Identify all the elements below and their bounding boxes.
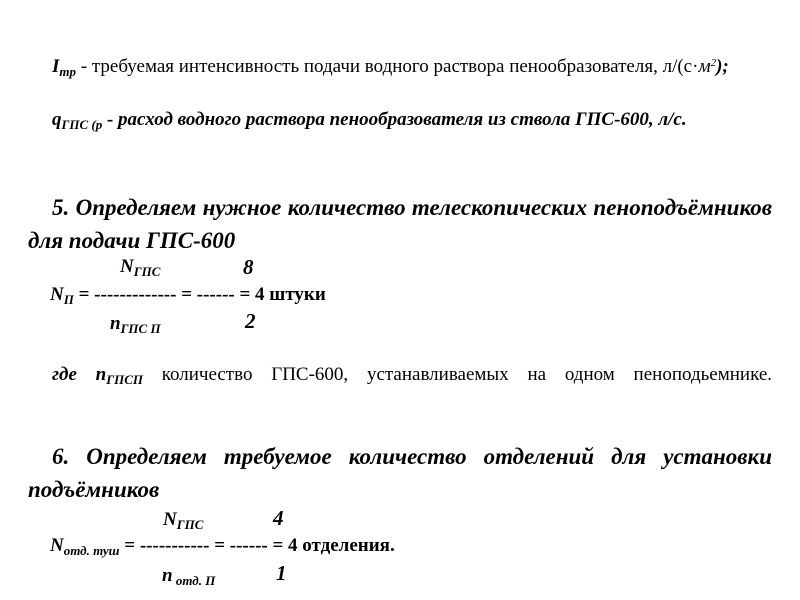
symbol-q: q [52, 109, 62, 130]
formula-5-lhs-symbol: N [50, 284, 64, 305]
formula-6-lhs-symbol: N [50, 535, 64, 556]
symbol-i: I [52, 56, 60, 77]
subscript-gps: ГПС (р [61, 117, 103, 132]
formula-5-den-value: 2 [245, 309, 256, 333]
formula-6-num-value: 4 [273, 506, 284, 530]
formula-6-den-symbol: n [162, 565, 173, 586]
section-5-heading: 5. Определяем нужное количество телескопических пеноподъёмников для подачи ГПС-600 [28, 195, 772, 253]
formula-6-num-sub: ГПС [176, 517, 204, 532]
where-lead: где [52, 364, 77, 385]
formula-5-equation: = ------------- = ------ = 4 штуки [73, 284, 326, 305]
subscript-tr: тр [59, 64, 77, 79]
formula-6-num-symbol: N [163, 509, 177, 530]
section-6-heading: 6. Определяем требуемое количество отделений для установки подъёмников [28, 444, 772, 502]
unit-m: м [698, 56, 711, 77]
formula-5-numerator [120, 256, 160, 278]
formula-5-lhs-sub: П [63, 292, 74, 307]
formula-5-num-value: 8 [243, 255, 254, 279]
where-subscript: ГПСП [106, 372, 143, 387]
definition-i-tr [28, 55, 772, 79]
formula-6-den-value: 1 [276, 561, 287, 585]
formula-6-numerator [163, 509, 203, 531]
formula-6-line [50, 535, 395, 557]
where-text: количество ГПС-600, устанавливаемых на одном пеноподьемнике. [142, 364, 773, 385]
formula-6-den-sub: отд. П [172, 573, 216, 588]
where-symbol: n [95, 364, 107, 385]
formula-6-denominator [162, 565, 215, 587]
formula-5-denominator [110, 313, 161, 335]
definition-i-tr-text: - требуемая интенсивность подачи водного раствора пенообразователя, л/(с· [76, 56, 699, 77]
formula-6-lhs-sub: отд. туш [63, 543, 120, 558]
definition-i-tr-tail: ); [716, 56, 729, 77]
formula-5-den-sub: ГПС П [120, 321, 161, 336]
section-5-where-line-1 [28, 363, 772, 387]
formula-5-num-symbol: N [120, 256, 134, 277]
definition-q-gps [28, 108, 772, 132]
formula-5-den-symbol: n [110, 313, 121, 334]
formula-6-equation: = ----------- = ------ = 4 отделения. [119, 535, 395, 556]
definition-q-gps-text: - расход водного раствора пенообразователя из ствола ГПС-600, л/с. [102, 109, 687, 130]
formula-5-num-sub: ГПС [133, 264, 161, 279]
formula-5-line [50, 284, 326, 306]
unit-exponent: 2 [710, 57, 717, 69]
